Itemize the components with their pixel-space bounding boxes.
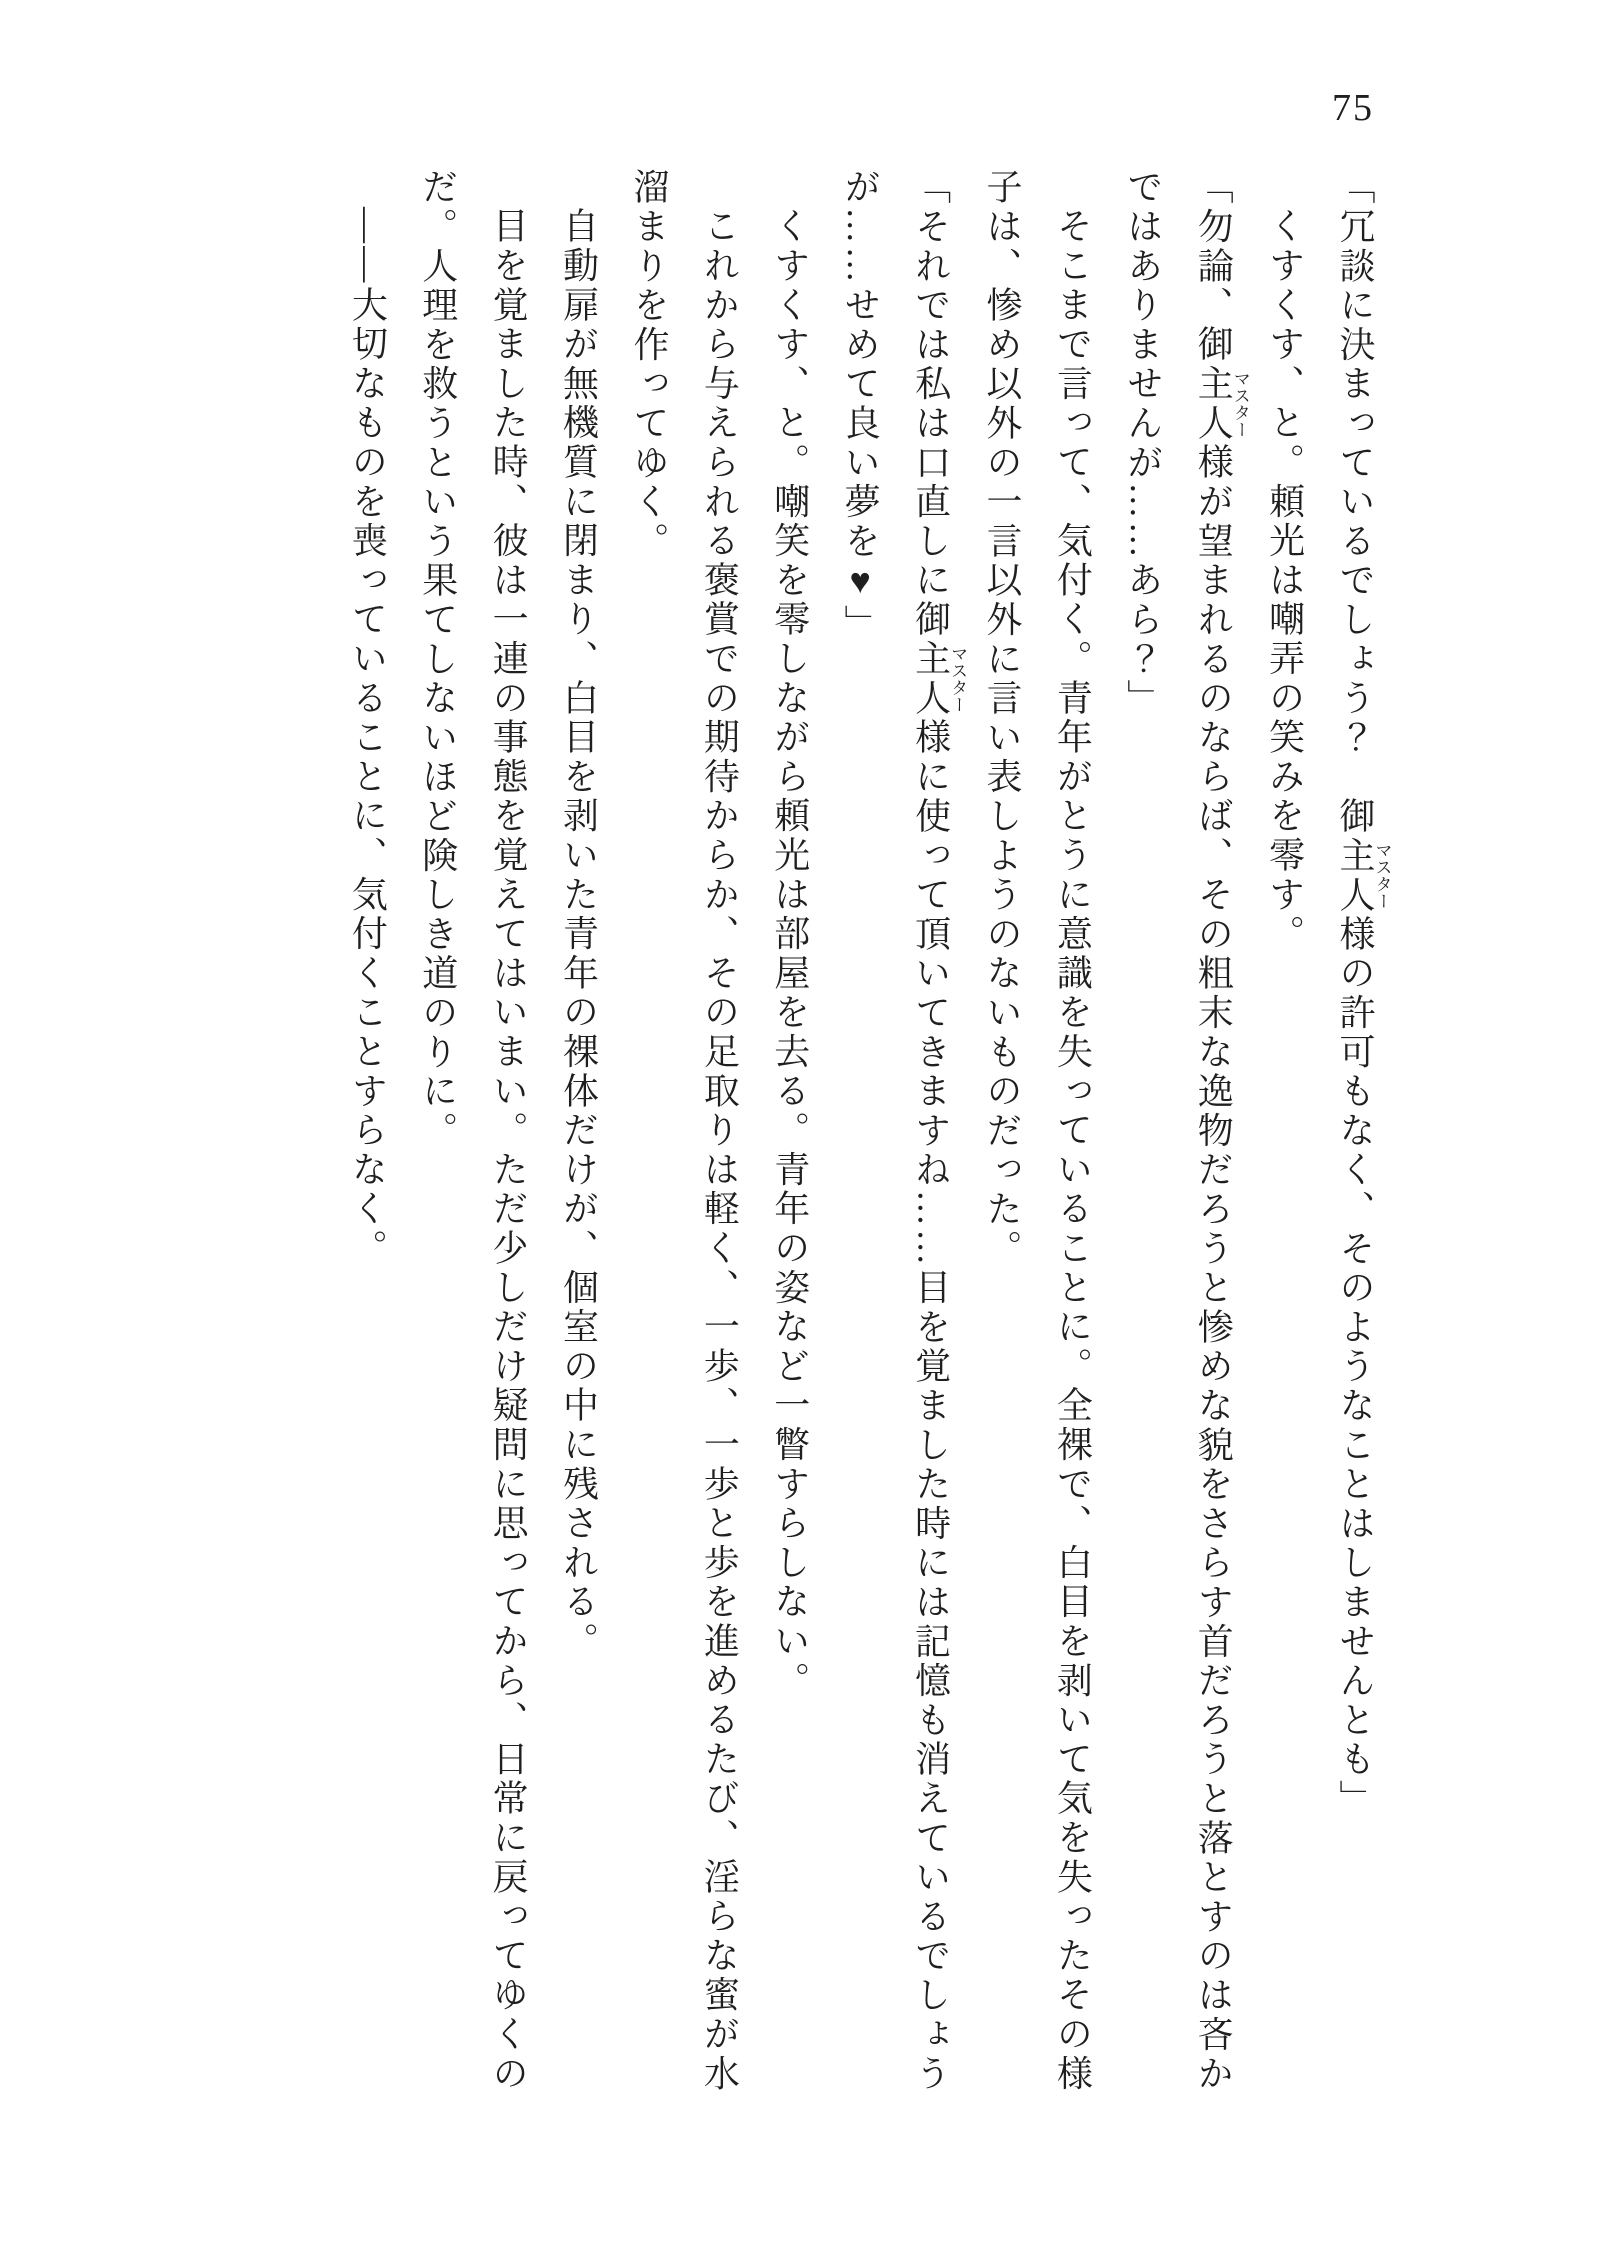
page-number: 75 (1332, 87, 1374, 129)
paragraph: くすくす、と。嘲笑を零しながら頼光は部屋を去る。青年の姿など一瞥すらしない。 (769, 207, 810, 1701)
paragraph: これから与えられる褒賞での期待からか、その足取りは軽く、一歩、一歩と歩を進めるたび、淫らな蜜が水溜まりを作ってゆく。 (628, 168, 740, 2094)
paragraph: そこまで言って、気付く。青年がとうに意識を失っていることに。全裸で、白目を剥いて気を失ったその様子は、惨め以外の一言以外に言い表しようのないものだった。 (981, 168, 1093, 2094)
paragraph: 目を覚ました時、彼は一連の事態を覚えてはいまい。ただ少しだけ疑問に思ってから、日常に戻ってゆくのだ。人理を救うという果てしないほど険しき道のりに。 (417, 168, 529, 2094)
ruby-annotation: 御主人様マスター (1193, 325, 1250, 483)
ruby-annotation: 御主人様マスター (910, 600, 968, 758)
paragraph: ――大切なものを喪っていることに、気付くことすらなく。 (347, 207, 388, 1269)
paragraph: 「勿論、御主人様マスターが望まれるのならば、その粗末な逸物だろうと惨めな貌をさらす首だろうと落とすのは吝かではありませんが……あら？」 (1122, 168, 1250, 2094)
text-block (332, 168, 1391, 2102)
paragraph: 「冗談に決まっているでしょう？ 御主人様マスターの許可もなく、そのようなことはしませんとも」 (1335, 168, 1392, 1819)
ruby-annotation: 御主人様マスター (1335, 796, 1392, 955)
paragraph: 「それでは私は口直しに御主人様マスターに使って頂いてきますね……目を覚ました時には記憶も消えているでしょうが……せめて良い夢を♥」 (840, 168, 968, 2094)
paragraph: 自動扉が無機質に閉まり、白目を剥いた青年の裸体だけが、個室の中に残される。 (558, 207, 599, 1662)
paragraph: くすくす、と。頼光は嘲弄の笑みを零す。 (1264, 207, 1305, 955)
